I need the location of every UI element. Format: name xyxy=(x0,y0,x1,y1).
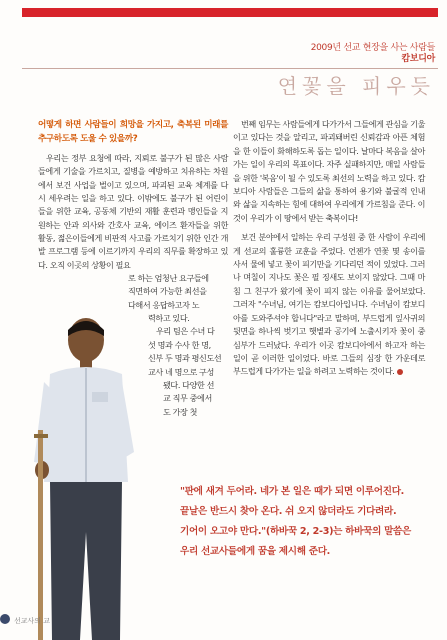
page-marker-icon xyxy=(0,614,10,624)
lead-question: 어떻게 하면 사람들이 희망을 가지고, 축복된 미래를 추구하도록 도울 수 있을까? xyxy=(38,120,228,144)
left-wrap-line: 다해서 응답하고자 노 xyxy=(128,299,200,310)
right-paragraph-2: 보건 분야에서 일하는 우리 구성원 중 한 사람이 우리에게 선교의 훌륭한 교훈을 주었다. 언젠가 연꽃 몇 송이를 사서 물에 넣고 꽃이 피기만을 기다리던 적이 있었다. 그러나 며칠이 지나도 꽃은 필 징새도 보이지 않았다. 그때 마침 그 친구가 왔기에 꽃이 피지 않는 이유를 물어보았다. 그러자 "수녀님, 여기는 캄보디아입니다. 수녀님이 캄보디아를 도와주셔야 합니다"라고 말하며, 부드럽게 잎사귀의 뒷면을 하나씩 벗기고 햇볕과 공기에 노출시키자 꽃이 중심부가 드러났다. 우리가 이곳 캄보디아에서 하고자 하는 일이 곧 이러한 일이었다. 바로 그들의 심장 한 가운데로 부드럽게 다가가는 일을 하려고 노력하는 것이다. xyxy=(233,232,425,377)
kicker-line-2: 캄보디아 xyxy=(401,54,435,64)
left-wrap-line: 력하고 있다. xyxy=(148,313,190,324)
right-paragraph-1: 번째 임무는 사람들에게 다가가서 그들에게 관심을 기울이고 있다는 것을 알리고, 파괴돼버린 신뢰감과 아픈 체험을 한 이들이 화해하도록 돕는 일이다. 날마다 복음을 살아가는 일이 우리의 목표이다. 자주 실패하지만, 매일 사람들을 위한 '복음'이 될 수 있도록 최선의 노력을 하고 있다. 캄보디아 사람들은 그들의 삶을 통하여 용기와 불굴적 인내와 삶을 지속하는 힘에 대하여 우리에게 가르침을 준다. 이것이 우리가 이 땅에서 받는 축복이다! xyxy=(233,119,425,223)
quote-line-1: "판에 새겨 두어라. 네가 본 일은 때가 되면 이루어진다. xyxy=(180,486,405,497)
right-column xyxy=(233,118,425,379)
top-accent-bar xyxy=(22,8,438,17)
left-wrap-line: 직면하여 가능한 최선을 xyxy=(128,286,207,297)
quote-line-2: 끝날은 반드시 찾아 온다. 쉬 오지 않더라도 기다려라. xyxy=(180,506,397,517)
pull-quote xyxy=(180,482,420,562)
kicker-line-1: 2009년 선교 현장을 사는 사람들 xyxy=(310,43,435,53)
left-wrap-line: 우리 팀은 수녀 다 xyxy=(156,326,215,337)
article-headline: 연꽃을 피우듯 xyxy=(277,74,435,98)
quote-line-4: 우리 선교사들에게 꿈을 제시해 준다. xyxy=(180,546,331,557)
left-wrap-line: 교사 네 명으로 구성 xyxy=(148,366,214,377)
footer-label: 선교사의 교 xyxy=(14,617,51,625)
left-paragraph-1: 우리는 정부 요청에 따라, 지뢰로 불구가 된 많은 사람들에게 기술을 가르치고, 질병을 예방하고 치유하는 차원에서 보건 사업을 벌이고 있으며, 파괴된 교육 체계를 다시 세우려는 일을 하고 있다. 이밖에도 불구가 된 어린이들을 위한 교육, 공동체 기반의 재활 훈련과 맹인들을 지원하는 안과 의사와 간호사 교육, 에이즈 환자들을 위한 활동, 젊은이들에게 비판적 사고를 가르치기 위한 인간 개발 프로그램 등에 이르기까지 우리의 직무를 확장하고 있다. 오직 이곳의 상황이 필요 xyxy=(38,153,228,270)
section-kicker xyxy=(311,43,435,65)
left-wrap-line: 도 가장 첫 xyxy=(163,406,198,417)
left-wrap-line: 됐다. 다양한 선 xyxy=(163,379,215,390)
end-mark-icon xyxy=(397,369,403,375)
left-wrap-line: 신부 두 명과 평신도선 xyxy=(148,353,222,364)
boy-with-crutch-photo xyxy=(30,312,142,640)
quote-line-3: 기어이 오고야 만다."(하바꾹 2, 2-3)는 하바꾹의 말씀은 xyxy=(180,526,411,537)
header-rule xyxy=(22,68,438,69)
left-wrap-line: 섯 명과 수사 한 명, xyxy=(148,339,211,350)
left-wrap-line: 교 직무 중에서 xyxy=(163,393,212,404)
left-wrap-line: 로 하는 엄청난 요구들에 xyxy=(128,273,209,284)
